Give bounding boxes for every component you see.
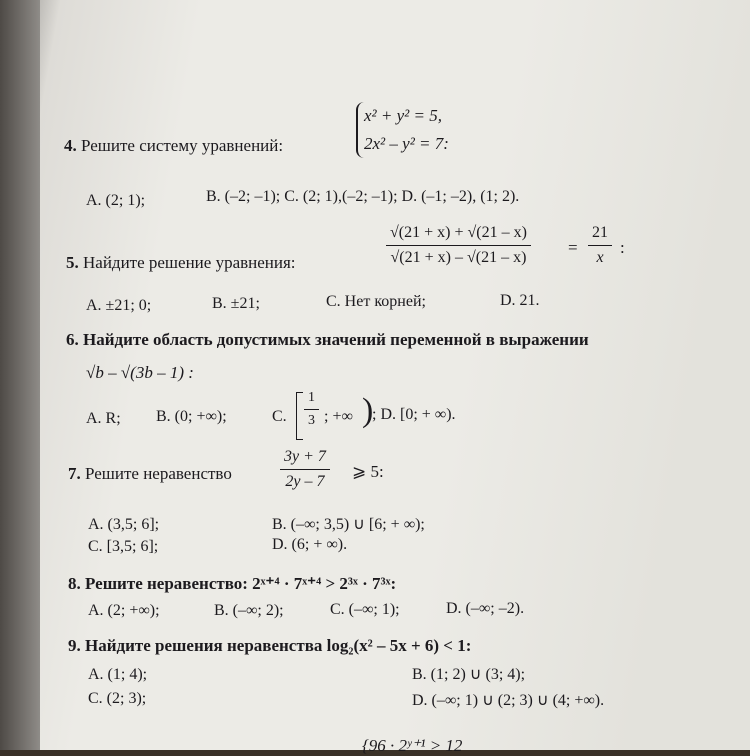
q7-numerator: 3y + 7 [280,448,330,470]
book-spine-shadow [0,0,40,750]
q9-prompt: Найдите решения неравенства log₂(x² – 5x + 6) < 1: [85,636,472,655]
q9-answer-b: B. (1; 2) ∪ (3; 4); [412,666,526,683]
q9-answer-a: A. (1; 4); [88,666,148,683]
q8-answer-b: B. (–∞; 2); [214,602,284,619]
q7-fraction [280,448,330,491]
q6-expression: √b – √(3b – 1) : [86,363,194,382]
question-7 [68,464,232,484]
q6-answer-b: B. (0; +∞); [156,408,227,425]
q7-relation: ⩾ 5: [352,462,384,481]
q5-lhs-denominator: √(21 + x) – √(21 – x) [390,249,527,266]
q6-number: 6. [66,330,79,349]
q6-answer-d: ; D. [0; + ∞). [372,406,456,423]
q5-answer-a: A. ±21; 0; [86,297,152,314]
q4-eq2: 2x² – y² = 7: [364,134,449,153]
q6-answer-a: A. R; [86,410,121,427]
q5-lhs-fraction [386,224,531,267]
q5-rhs-numerator: 21 [588,224,612,246]
q4-answer-bcd: B. (–2; –1); C. (2; 1),(–2; –1); D. (–1; –2), (1; 2). [206,188,520,205]
question-9 [68,636,471,656]
q7-prompt: Решите неравенство [85,464,232,483]
q5-answer-c: C. Нет корней; [326,293,426,310]
q6-left-bracket [296,392,303,440]
q6-c-rest: ; +∞ [324,408,353,425]
q5-equals: = [568,238,578,257]
q8-prompt: Решите неравенство: 2ˣ⁺⁴ · 7ˣ⁺⁴ > 2³ˣ · 7³ˣ: [85,574,397,593]
q5-answer-b: B. ±21; [212,295,260,312]
q5-answer-d: D. 21. [500,292,540,309]
question-6 [66,330,589,350]
q7-number: 7. [68,464,81,483]
q9-answer-c: C. (2; 3); [88,690,147,707]
q4-system [356,102,449,158]
q7-answer-a: A. (3,5; 6]; [88,516,160,533]
question-8 [68,574,396,594]
q7-answer-d: D. (6; + ∞). [272,536,348,553]
q7-denominator: 2y – 7 [285,473,325,490]
q9-number: 9. [68,636,81,655]
q5-number: 5. [66,253,79,272]
q4-number: 4. [64,136,77,155]
q6-answer-c-label: C. [272,408,287,425]
q5-lhs-numerator: √(21 + x) + √(21 – x) [386,224,531,246]
q6-c-fraction [304,390,319,429]
question-10-partial: {96 · 2ʸ⁺¹ > 12 [362,736,463,755]
question-4 [64,136,283,156]
question-5 [66,253,296,273]
q4-eq1: x² + y² = 5, [364,106,442,125]
q8-answer-d: D. (–∞; –2). [446,600,525,617]
q6-c-numerator: 1 [304,390,319,410]
q5-rhs-fraction [588,224,612,267]
q6-prompt: Найдите область допустимых значений переменной в выражении [83,330,589,349]
q8-answer-a: A. (2; +∞); [88,602,160,619]
q5-rhs-denominator: x [596,249,604,266]
q8-number: 8. [68,574,81,593]
q9-answer-d: D. (–∞; 1) ∪ (2; 3) ∪ (4; +∞). [412,692,605,709]
q4-answer-a: A. (2; 1); [86,192,146,209]
q6-right-paren: ) [362,392,374,429]
q4-prompt: Решите систему уравнений: [81,136,284,155]
q7-answer-c: C. [3,5; 6]; [88,538,159,555]
q5-tail: : [620,238,625,257]
q6-c-denominator: 3 [308,413,315,428]
q5-prompt: Найдите решение уравнения: [83,253,296,272]
q8-answer-c: C. (–∞; 1); [330,601,400,618]
q7-answer-b: B. (–∞; 3,5) ∪ [6; + ∞); [272,516,425,533]
